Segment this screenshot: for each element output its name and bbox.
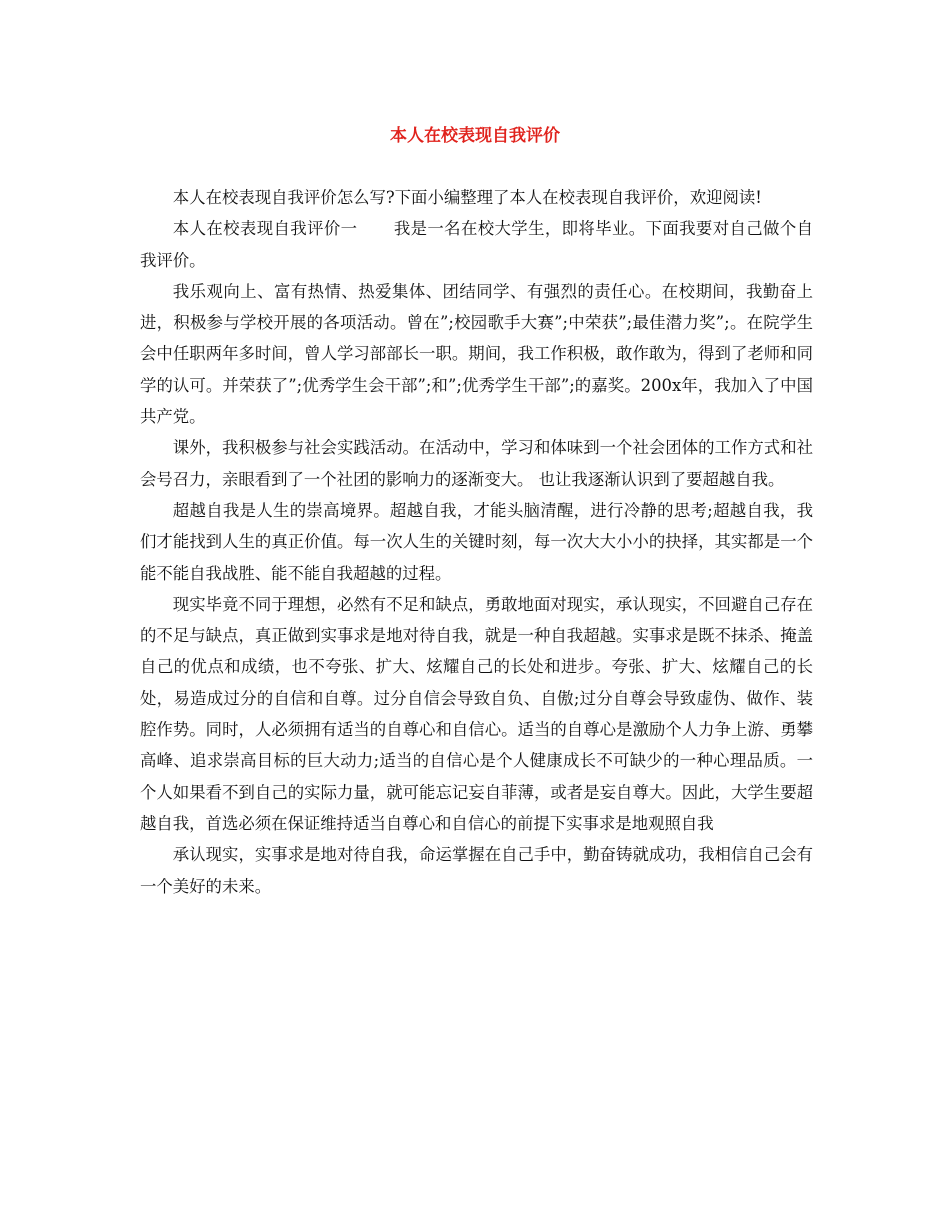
- document-title: 本人在校表现自我评价: [390, 126, 560, 146]
- body-paragraph: 现实毕竟不同于理想，必然有不足和缺点，勇敢地面对现实，承认现实，不回避自己存在的不足与缺点，真正做到实事求是地对待自我，就是一种自我超越。实事求是既不抹杀、掩盖自己的优点和成绩，也不夸张、扩大、炫耀自己的长处和进步。夸张、扩大、炫耀自己的长处，易造成过分的自信和自尊。过分自信会导致自负、自傲;过分自尊会导致虚伪、做作、装腔作势。同时，人必须拥有适当的自尊心和自信心。适当的自尊心是激励个人力争上游、勇攀高峰、追求崇高目标的巨大动力;适当的自信心是个人健康成长不可缺少的一种心理品质。一个人如果看不到自己的实际力量，就可能忘记妄自菲薄，或者是妄自尊大。因此，大学生要超越自我，首选必须在保证维持适当自尊心和自信心的前提下实事求是地观照自我: [140, 594, 813, 833]
- body-paragraph: 课外，我积极参与社会实践活动。在活动中，学习和体味到一个社会团体的工作方式和社会号召力，亲眼看到了一个社团的影响力的逐渐变大。 也让我逐渐认识到了要超越自我。: [140, 438, 813, 489]
- section-one-text: 我是一名在校大学生，即将毕业。下面我要对自己做个自我评价。: [140, 219, 814, 270]
- intro-paragraph: 本人在校表现自我评价怎么写?下面小编整理了本人在校表现自我评价，欢迎阅读!: [172, 188, 762, 207]
- closing-paragraph: 承认现实，实事求是地对待自我，命运掌握在自己手中，勤奋铸就成功，我相信自己会有一个美好的未来。: [140, 845, 813, 896]
- section-heading: 本人在校表现自我评价一: [172, 219, 358, 239]
- section-one-paragraph: [140, 213, 813, 276]
- body-paragraph: 我乐观向上、富有热情、热爱集体、团结同学、有强烈的责任心。在校期间，我勤奋上进，积极参与学校开展的各项活动。曾在”;校园歌手大赛”;中荣获”;最佳潜力奖”;。在院学生会中任职两年多时间，曾人学习部部长一职。期间，我工作积极，敢作敢为，得到了老师和同学的认可。并荣获了”;优秀学生会干部”;和”;优秀学生干部”;的嘉奖。200x年，我加入了中国共产党。: [140, 281, 813, 427]
- body-paragraph: 超越自我是人生的崇高境界。超越自我，才能头脑清醒，进行冷静的思考;超越自我，我们才能找到人生的真正价值。每一次人生的关键时刻，每一次大大小小的抉择，其实都是一个能不能自我战胜、能不能自我超越的过程。: [140, 500, 813, 583]
- document-body: [140, 182, 813, 902]
